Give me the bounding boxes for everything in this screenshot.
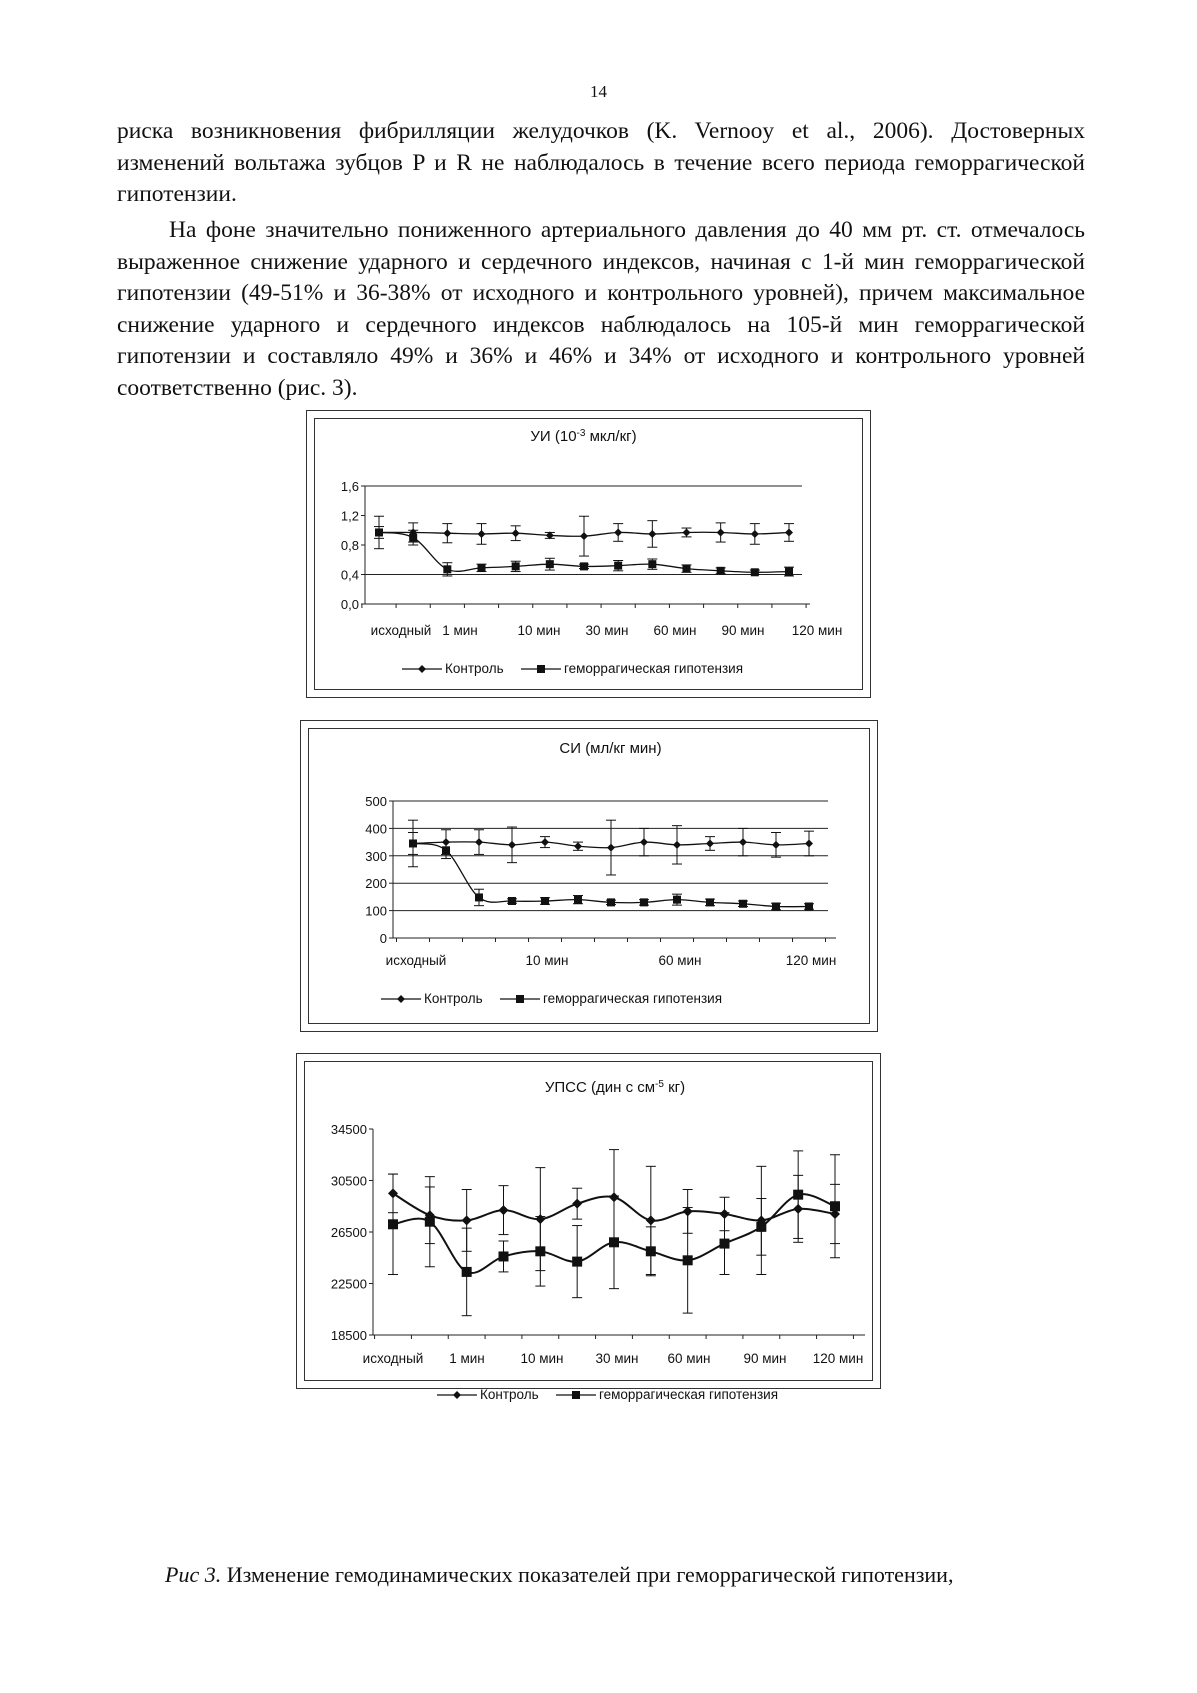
x-tick-label: 10 мин	[517, 623, 561, 638]
data-point-control	[443, 529, 451, 537]
y-tick-label: 0,4	[340, 567, 359, 583]
figure-caption	[165, 1562, 953, 1588]
data-point-hypotension	[499, 1251, 509, 1261]
y-tick-label: 400	[365, 821, 387, 837]
data-point-hypotension	[541, 897, 549, 905]
data-point-control	[648, 530, 656, 538]
chart-title	[530, 428, 636, 446]
data-point-hypotension	[535, 1246, 545, 1256]
y-tick-label: 26500	[330, 1225, 367, 1240]
legend-label: Контроль	[445, 661, 504, 676]
data-point-control	[751, 530, 759, 538]
y-tick-label: 0	[379, 931, 387, 946]
data-point-hypotension	[607, 898, 615, 906]
page-number: 14	[590, 82, 607, 101]
x-tick-label: 120 мин	[785, 953, 837, 968]
data-point-hypotension	[683, 1255, 693, 1265]
x-tick-label: 90 мин	[721, 623, 765, 638]
data-point-hypotension	[751, 568, 759, 576]
y-tick-label: 200	[365, 876, 387, 892]
paragraph-2: На фоне значительно пониженного артериального давления до 40 мм рт. ст. отмечалось выраженное снижение ударного и сердечного индексов, начиная с 1-й мин геморрагической гипотензии (49-51% и 36-38% от исходного и контрольного уровней), причем максимальное снижение ударного и сердечного индексов наблюдалось на 105-й мин геморрагической гипотензии и составляло 49% и 36% и 46% и 34% от исходного и контрольного уровней соответственно (рис. 3).	[117, 217, 1085, 401]
data-point-hypotension	[546, 560, 554, 568]
data-point-hypotension	[785, 568, 793, 576]
x-tick-label: 120 мин	[812, 1351, 864, 1366]
x-tick-label: исходный	[370, 623, 432, 638]
data-point-control	[572, 1199, 582, 1209]
data-point-hypotension	[805, 902, 813, 910]
data-point-hypotension	[478, 564, 486, 572]
x-tick-label: 90 мин	[743, 1351, 787, 1366]
y-tick-label: 1,2	[340, 508, 359, 524]
legend-marker-square	[537, 665, 545, 673]
data-point-hypotension	[683, 565, 691, 573]
x-tick-label: 60 мин	[667, 1351, 711, 1366]
data-point-hypotension	[717, 567, 725, 575]
legend-label: геморрагическая гипотензия	[599, 1387, 779, 1402]
chart-title-main: УПСС (дин с см	[544, 1079, 656, 1096]
data-point-control	[508, 841, 516, 849]
data-point-control	[478, 530, 486, 538]
chart-ui	[307, 411, 870, 697]
data-point-hypotension	[739, 900, 747, 908]
y-tick-label: 22500	[330, 1276, 367, 1292]
legend-label: геморрагическая гипотензия	[543, 991, 723, 1006]
x-tick-label: исходный	[385, 953, 447, 968]
data-point-hypotension	[772, 902, 780, 910]
chart-title-sup: -5	[655, 1078, 664, 1090]
x-tick-label: 60 мин	[658, 953, 702, 968]
data-point-control	[475, 838, 483, 846]
data-point-hypotension	[572, 1257, 582, 1267]
x-tick-label: 120 мин	[791, 623, 843, 638]
data-point-control	[683, 528, 691, 536]
data-point-hypotension	[475, 893, 483, 901]
x-tick-label: 30 мин	[585, 623, 629, 638]
data-point-control	[574, 842, 582, 850]
data-point-hypotension	[442, 846, 450, 854]
legend-label: геморрагическая гипотензия	[564, 661, 744, 676]
data-point-hypotension	[614, 562, 622, 570]
data-point-hypotension	[388, 1219, 398, 1229]
chart-si	[301, 721, 877, 1031]
data-point-control	[462, 1215, 472, 1225]
data-point-hypotension	[706, 898, 714, 906]
figure-si	[300, 720, 878, 1032]
y-tick-label: 0,8	[340, 538, 359, 553]
x-tick-label: 1 мин	[449, 1351, 485, 1366]
x-tick-label: 1 мин	[442, 623, 478, 638]
chart-title-end: мкл/кг)	[585, 428, 637, 445]
data-point-control	[772, 841, 780, 849]
data-point-hypotension	[673, 896, 681, 904]
chart-upss	[297, 1054, 880, 1402]
data-point-control	[706, 839, 714, 847]
y-tick-label: 34500	[330, 1122, 367, 1137]
x-tick-label: 10 мин	[520, 1351, 564, 1366]
caption-label: Рис 3.	[165, 1562, 222, 1587]
data-point-hypotension	[508, 897, 516, 905]
y-tick-label: 300	[365, 848, 387, 864]
y-tick-label: 18500	[330, 1328, 367, 1343]
data-point-hypotension	[512, 562, 520, 570]
y-tick-label: 0,0	[340, 597, 359, 612]
legend-marker-square	[516, 995, 524, 1003]
caption-text: Изменение гемодинамических показателей при геморрагической гипотензии,	[221, 1562, 954, 1587]
data-point-control	[739, 838, 747, 846]
x-tick-label: 30 мин	[595, 1351, 639, 1366]
data-point-hypotension	[409, 534, 417, 542]
data-point-control	[673, 841, 681, 849]
data-point-hypotension	[756, 1222, 766, 1232]
y-tick-label: 30500	[330, 1173, 367, 1189]
data-point-hypotension	[574, 896, 582, 904]
data-point-control	[785, 528, 793, 536]
legend-label: Контроль	[424, 991, 483, 1006]
data-point-control	[717, 528, 725, 536]
y-tick-label: 100	[365, 903, 387, 919]
x-tick-label: 60 мин	[653, 623, 697, 638]
data-point-control	[499, 1205, 509, 1215]
data-point-hypotension	[830, 1201, 840, 1211]
data-point-hypotension	[720, 1239, 730, 1249]
figure-upss	[296, 1053, 881, 1402]
legend-marker-diamond	[397, 995, 405, 1003]
data-point-hypotension	[646, 1246, 656, 1256]
data-point-control	[614, 528, 622, 536]
x-tick-label: исходный	[362, 1351, 424, 1366]
data-point-hypotension	[375, 528, 383, 536]
data-point-control	[580, 532, 588, 540]
legend-marker-diamond	[418, 665, 426, 673]
data-point-control	[646, 1215, 656, 1225]
chart-title	[559, 740, 661, 757]
data-point-hypotension	[648, 560, 656, 568]
legend-label: Контроль	[480, 1387, 539, 1402]
chart-title	[545, 1079, 685, 1097]
data-point-control	[512, 529, 520, 537]
y-tick-label: 1,6	[340, 479, 359, 494]
data-point-control	[805, 839, 813, 847]
data-point-hypotension	[425, 1217, 435, 1227]
data-point-hypotension	[640, 898, 648, 906]
legend-marker-square	[572, 1391, 580, 1399]
data-point-hypotension	[793, 1190, 803, 1200]
data-point-hypotension	[409, 839, 417, 847]
chart-title-main: СИ (мл/кг мин)	[559, 740, 662, 757]
data-point-hypotension	[443, 565, 451, 573]
data-point-control	[640, 838, 648, 846]
chart-title-main: УИ (10	[530, 428, 577, 445]
legend-marker-diamond	[453, 1391, 461, 1399]
paragraph-1: риска возникновения фибрилляции желудочков (K. Vernooy et al., 2006). Достоверных изменений вольтажа зубцов P и R не наблюдалось в течение всего периода геморрагической гипотензии.	[117, 118, 1085, 207]
data-point-control	[607, 844, 615, 852]
data-point-hypotension	[609, 1237, 619, 1247]
chart-title-sup: -3	[576, 427, 586, 439]
x-tick-label: 10 мин	[525, 953, 569, 968]
y-tick-label: 500	[365, 794, 387, 809]
data-point-hypotension	[462, 1267, 472, 1277]
chart-title-end: кг)	[663, 1079, 686, 1096]
data-point-hypotension	[580, 562, 588, 570]
figure-ui	[306, 410, 871, 698]
data-point-control	[541, 838, 549, 846]
